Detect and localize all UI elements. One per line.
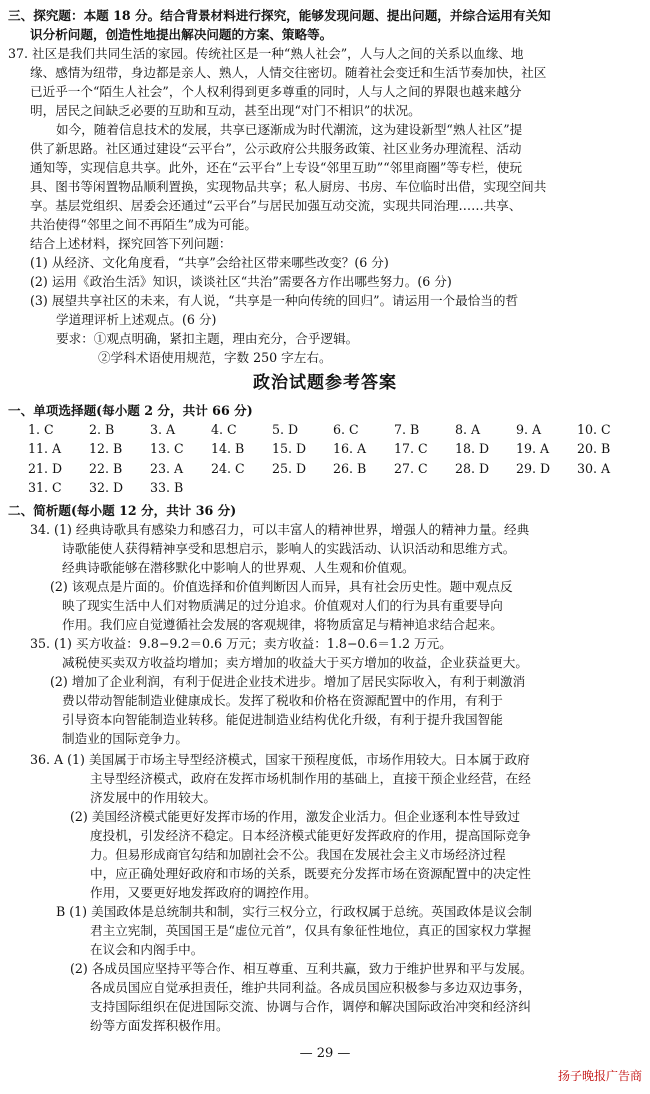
mc-answer: 32. D bbox=[89, 479, 124, 495]
mc-answer: 9. A bbox=[516, 422, 542, 437]
answer-line: 在议会和内阁手中。 bbox=[90, 942, 204, 957]
answer-line: (2) 该观点是片面的。价值选择和价值判断因人而异，具有社会历史性。题中观点反 bbox=[50, 579, 513, 594]
answer-line: 34. (1) 经典诗歌具有感染力和感召力，可以丰富人的精神世界，增强人的精神力量。经典 bbox=[30, 522, 530, 537]
answer-line: 作用，又要更好地发挥政府的调控作用。 bbox=[90, 885, 317, 900]
mc-answer: 7. B bbox=[394, 422, 420, 437]
answer-line: 引导资本向智能制造业转移。能促进制造业结构优化升级，有利于提升我国智能 bbox=[62, 712, 503, 727]
mc-answer: 1. C bbox=[28, 422, 54, 437]
answer-line: B (1) 美国政体是总统制共和制，实行三权分立，行政权属于总统。英国政体是议会制 bbox=[56, 904, 532, 919]
mc-answer: 20. B bbox=[577, 441, 611, 457]
answer-line: 支持国际组织在促进国际交流、协调与合作，调停和解决国际政治冲突和经济纠 bbox=[90, 999, 531, 1014]
mc-answer: 6. C bbox=[333, 422, 359, 437]
q37-requirement-2: ②学科术语使用规范，字数 250 字左右。 bbox=[98, 350, 332, 365]
mc-row bbox=[28, 459, 638, 478]
q37-subquestion-3: (3) 展望共享社区的未来，有人说，“共享是一种向传统的回归”。请运用一个最恰当的哲 bbox=[30, 293, 519, 308]
mc-answer: 31. C bbox=[28, 479, 62, 495]
mc-answer: 12. B bbox=[89, 441, 123, 457]
answer-line: 度投机，引发经济不稳定。日本经济模式能更好发挥政府的作用，提高国际竞争 bbox=[90, 828, 531, 843]
answer-line: 36. A (1) 美国属于市场主导型经济模式，国家干预程度低，市场作用较大。日本属于政府 bbox=[30, 752, 530, 767]
mc-answer: 15. D bbox=[272, 441, 307, 457]
answer-line: 济发展中的作用较大。 bbox=[90, 790, 216, 805]
answer-line: 减税使买卖双方收益均增加；卖方增加的收益大于买方增加的收益，企业获益更大。 bbox=[62, 655, 528, 670]
q37-line: 明，居民之间缺乏必要的互助和互动，甚至出现“对门不相识”的状况。 bbox=[30, 103, 421, 118]
mc-row bbox=[28, 478, 638, 497]
answer-line: (2) 各成员国应坚持平等合作、相互尊重、互利共赢，致力于维护世界和平与发展。 bbox=[70, 961, 533, 976]
mc-answer: 22. B bbox=[89, 460, 123, 476]
mc-answer: 23. A bbox=[150, 460, 184, 476]
mc-answer: 21. D bbox=[28, 460, 63, 476]
answer-line: 君主立宪制，英国国王是“虚位元首”，仅具有象征性地位，真正的国家权力掌握 bbox=[90, 923, 532, 938]
mc-answer: 5. D bbox=[272, 422, 299, 437]
mc-answer: 29. D bbox=[516, 460, 551, 476]
q37-line: 学道理评析上述观点。(6 分) bbox=[56, 312, 217, 327]
q37-line: 37. 社区是我们共同生活的家园。传统社区是一种“熟人社会”，人与人之间的关系以血缘、地 bbox=[8, 46, 524, 61]
mc-row bbox=[28, 439, 638, 458]
q37-line: 共治使得“邻里之间不再陌生”成为可能。 bbox=[30, 217, 257, 232]
mc-answer: 2. B bbox=[89, 422, 115, 437]
answer-line: (2) 美国经济模式能更好发挥市场的作用，激发企业活力。但企业逐利本性导致过 bbox=[70, 809, 521, 824]
answer-line: 诗歌能使人获得精神享受和思想启示，影响人的实践活动、认识活动和思维方式。 bbox=[62, 541, 516, 556]
q37-line: 通知等，实现信息共享。此外，还在“云平台”上专设“邻里互助”“邻里商圈”等专栏，使玩 bbox=[30, 160, 523, 175]
mc-answer-grid bbox=[28, 420, 638, 497]
mc-answer: 18. D bbox=[455, 441, 490, 457]
answer-line: 作用。我们应自觉遵循社会发展的客观规律，将物质富足与精神追求结合起来。 bbox=[62, 617, 503, 632]
mc-answer: 28. D bbox=[455, 460, 490, 476]
answer-line: 映了现实生活中人们对物质满足的过分追求。价值观对人们的行为具有重要导向 bbox=[62, 598, 503, 613]
mc-answer: 16. A bbox=[333, 441, 367, 457]
page-number: — 29 — bbox=[299, 1046, 351, 1061]
mc-answer: 8. A bbox=[455, 422, 481, 437]
answer-line: 力。但易形成商官勾结和加剧社会不公。我国在发展社会主义市场经济过程 bbox=[90, 847, 506, 862]
q37-line: 如今，随着信息技术的发展，共享已逐渐成为时代潮流，这为建设新型“熟人社区”提 bbox=[56, 122, 523, 137]
mc-header: 一、单项选择题(每小题 2 分，共计 66 分) bbox=[8, 403, 253, 418]
mc-answer: 10. C bbox=[577, 422, 611, 437]
q37-subquestion-2: (2) 运用《政治生活》知识，谈谈社区“共治”需要各方作出哪些努力。(6 分) bbox=[30, 274, 452, 289]
mc-answer: 33. B bbox=[150, 479, 184, 495]
q37-line: 具、图书等闲置物品顺利置换，实现物品共享；私人厨房、书房、车位临时出借，实现空间共 bbox=[30, 179, 547, 194]
sa-header: 二、简析题(每小题 12 分，共计 36 分) bbox=[8, 503, 237, 518]
q37-requirement-1: 要求：①观点明确，紧扣主题，理由充分，合乎逻辑。 bbox=[56, 331, 359, 346]
mc-answer: 4. C bbox=[211, 422, 237, 437]
answer-line: 制造业的国际竞争力。 bbox=[62, 731, 188, 746]
answer-line: 主导型经济模式，政府在发挥市场机制作用的基础上，直接干预企业经营，在经 bbox=[90, 771, 531, 786]
mc-answer: 26. B bbox=[333, 460, 367, 476]
q37-line: 供了新思路。社区通过建设“云平台”，公示政府公共服务政策、社区业务办理流程、活动 bbox=[30, 141, 522, 156]
mc-answer: 25. D bbox=[272, 460, 307, 476]
q37-subquestion-1: (1) 从经济、文化角度看，“共享”会给社区带来哪些改变？(6 分) bbox=[30, 255, 389, 270]
answer-line: 经典诗歌能够在潜移默化中影响人的世界观、人生观和价值观。 bbox=[62, 560, 415, 575]
answer-line: 中，应正确处理好政府和市场的关系，既要充分发挥市场在资源配置中的决定性 bbox=[90, 866, 531, 881]
answer-title: 政治试题参考答案 bbox=[253, 373, 397, 393]
mc-answer: 3. A bbox=[150, 422, 176, 437]
answer-line: 费以带动智能制造业健康成长。发挥了税收和价格在资源配置中的作用，有利于 bbox=[62, 693, 503, 708]
answer-line: 纷等方面发挥积极作用。 bbox=[90, 1018, 229, 1033]
section3-header-line1: 三、探究题：本题 18 分。结合背景材料进行探究，能够发现问题、提出问题，并综合运用有关知 bbox=[8, 8, 551, 23]
answer-line: 35. (1) 买方收益：9.8−9.2＝0.6 万元；卖方收益：1.8−0.6＝1.2 万元。 bbox=[30, 636, 452, 651]
mc-answer: 27. C bbox=[394, 460, 428, 476]
section3-header-line2: 识分析问题，创造性地提出解决问题的方案、策略等。 bbox=[30, 27, 333, 42]
footer-ad: 扬子晚报广告商 bbox=[557, 1068, 642, 1083]
mc-answer: 24. C bbox=[211, 460, 245, 476]
mc-answer: 13. C bbox=[150, 441, 184, 457]
q37-line: 结合上述材料，探究回答下列问题： bbox=[30, 236, 232, 251]
answer-line: (2) 增加了企业利润，有利于促进企业技术进步。增加了居民实际收入，有利于刺激消 bbox=[50, 674, 526, 689]
q37-line: 已近乎一个“陌生人社会”，个人权利得到更多尊重的同时，人与人之间的界限也越来越分 bbox=[30, 84, 522, 99]
q37-line: 缘、感情为纽带，身边都是亲人、熟人，人情交往密切。随着社会变迁和生活节奏加快，社区 bbox=[30, 65, 547, 80]
mc-answer: 11. A bbox=[28, 441, 62, 457]
mc-answer: 17. C bbox=[394, 441, 428, 457]
mc-answer: 14. B bbox=[211, 441, 245, 457]
mc-row bbox=[28, 420, 638, 439]
mc-answer: 30. A bbox=[577, 460, 611, 476]
q37-line: 享。基层党组织、居委会还通过“云平台”与居民加强互动交流，实现共同治理……共享、 bbox=[30, 198, 522, 213]
answer-line: 各成员国应自觉承担责任，维护共同利益。各成员国应积极参与多边双边事务， bbox=[90, 980, 531, 995]
mc-answer: 19. A bbox=[516, 441, 550, 457]
